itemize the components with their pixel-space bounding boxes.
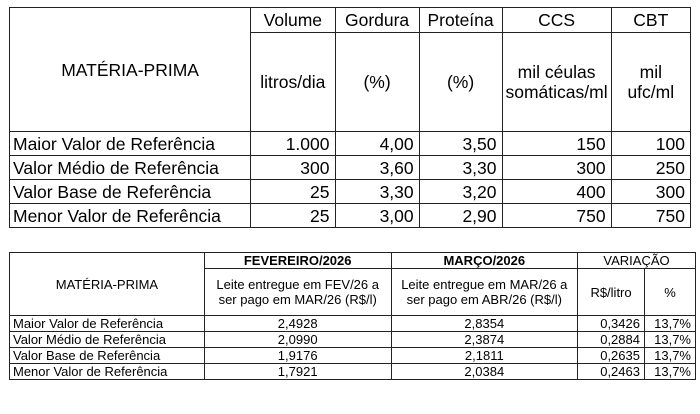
reference-values-table xyxy=(9,7,691,228)
cell-cbt: 750 xyxy=(611,204,690,228)
cell-ccs: 750 xyxy=(502,204,611,228)
header-row-months xyxy=(10,253,696,269)
cell-mar: 2,1811 xyxy=(391,348,578,364)
raw-material-header: MATÉRIA-PRIMA xyxy=(10,253,205,316)
unit-gordura: (%) xyxy=(335,33,419,132)
cell-mar: 2,3874 xyxy=(391,332,578,348)
cell-gordura: 3,30 xyxy=(335,180,419,204)
cell-feb: 2,0990 xyxy=(204,332,391,348)
cell-ccs: 300 xyxy=(502,156,611,180)
cell-proteina: 2,90 xyxy=(419,204,502,228)
cell-gordura: 3,60 xyxy=(335,156,419,180)
col-proteina: Proteína xyxy=(419,8,502,33)
unit-volume: litros/dia xyxy=(251,33,335,132)
row-label: Menor Valor de Referência xyxy=(10,364,205,380)
cell-volume: 300 xyxy=(251,156,335,180)
cell-ccs: 150 xyxy=(502,132,611,156)
row-label: Valor Base de Referência xyxy=(10,348,205,364)
cell-volume: 25 xyxy=(251,180,335,204)
row-label: Maior Valor de Referência xyxy=(10,132,251,156)
row-label: Maior Valor de Referência xyxy=(10,316,205,332)
row-label: Valor Base de Referência xyxy=(10,180,251,204)
table-row xyxy=(10,132,691,156)
cell-ccs: 400 xyxy=(502,180,611,204)
row-label: Valor Médio de Referência xyxy=(10,332,205,348)
table-row xyxy=(10,180,691,204)
table-row xyxy=(10,364,696,380)
cell-var-pct: 13,7% xyxy=(644,364,695,380)
col-ccs: CCS xyxy=(502,8,611,33)
cell-proteina: 3,50 xyxy=(419,132,502,156)
mar-description: Leite entregue em MAR/26 a ser pago em ABR/26 (R$/l) xyxy=(391,269,578,316)
col-cbt: CBT xyxy=(611,8,690,33)
cell-cbt: 300 xyxy=(611,180,690,204)
cell-volume: 25 xyxy=(251,204,335,228)
variation-rs-header: R$/litro xyxy=(578,269,645,316)
unit-cbt: mil ufc/ml xyxy=(611,33,690,132)
cell-volume: 1.000 xyxy=(251,132,335,156)
cell-feb: 2,4928 xyxy=(204,316,391,332)
cell-mar: 2,0384 xyxy=(391,364,578,380)
table-row xyxy=(10,156,691,180)
cell-proteina: 3,30 xyxy=(419,156,502,180)
table-row xyxy=(10,204,691,228)
cell-var-pct: 13,7% xyxy=(644,348,695,364)
header-row-names xyxy=(10,8,691,33)
price-table xyxy=(9,252,696,380)
variation-header: VARIAÇÃO xyxy=(578,253,696,269)
cell-var-rs: 0,3426 xyxy=(578,316,645,332)
cell-gordura: 3,00 xyxy=(335,204,419,228)
unit-proteina: (%) xyxy=(419,33,502,132)
cell-var-rs: 0,2635 xyxy=(578,348,645,364)
col-gordura: Gordura xyxy=(335,8,419,33)
month-mar-header: MARÇO/2026 xyxy=(391,253,578,269)
cell-var-pct: 13,7% xyxy=(644,332,695,348)
cell-var-rs: 0,2884 xyxy=(578,332,645,348)
unit-ccs: mil céulas somáticas/ml xyxy=(502,33,611,132)
cell-proteina: 3,20 xyxy=(419,180,502,204)
feb-description: Leite entregue em FEV/26 a ser pago em MAR/26 (R$/l) xyxy=(204,269,391,316)
variation-pct-header: % xyxy=(644,269,695,316)
cell-cbt: 250 xyxy=(611,156,690,180)
cell-feb: 1,9176 xyxy=(204,348,391,364)
cell-var-rs: 0,2463 xyxy=(578,364,645,380)
cell-feb: 1,7921 xyxy=(204,364,391,380)
cell-cbt: 100 xyxy=(611,132,690,156)
col-volume: Volume xyxy=(251,8,335,33)
cell-var-pct: 13,7% xyxy=(644,316,695,332)
cell-gordura: 4,00 xyxy=(335,132,419,156)
month-feb-header: FEVEREIRO/2026 xyxy=(204,253,391,269)
row-label: Menor Valor de Referência xyxy=(10,204,251,228)
raw-material-header: MATÉRIA-PRIMA xyxy=(10,8,251,132)
row-label: Valor Médio de Referência xyxy=(10,156,251,180)
table-row xyxy=(10,332,696,348)
table-row xyxy=(10,316,696,332)
table-row xyxy=(10,348,696,364)
cell-mar: 2,8354 xyxy=(391,316,578,332)
